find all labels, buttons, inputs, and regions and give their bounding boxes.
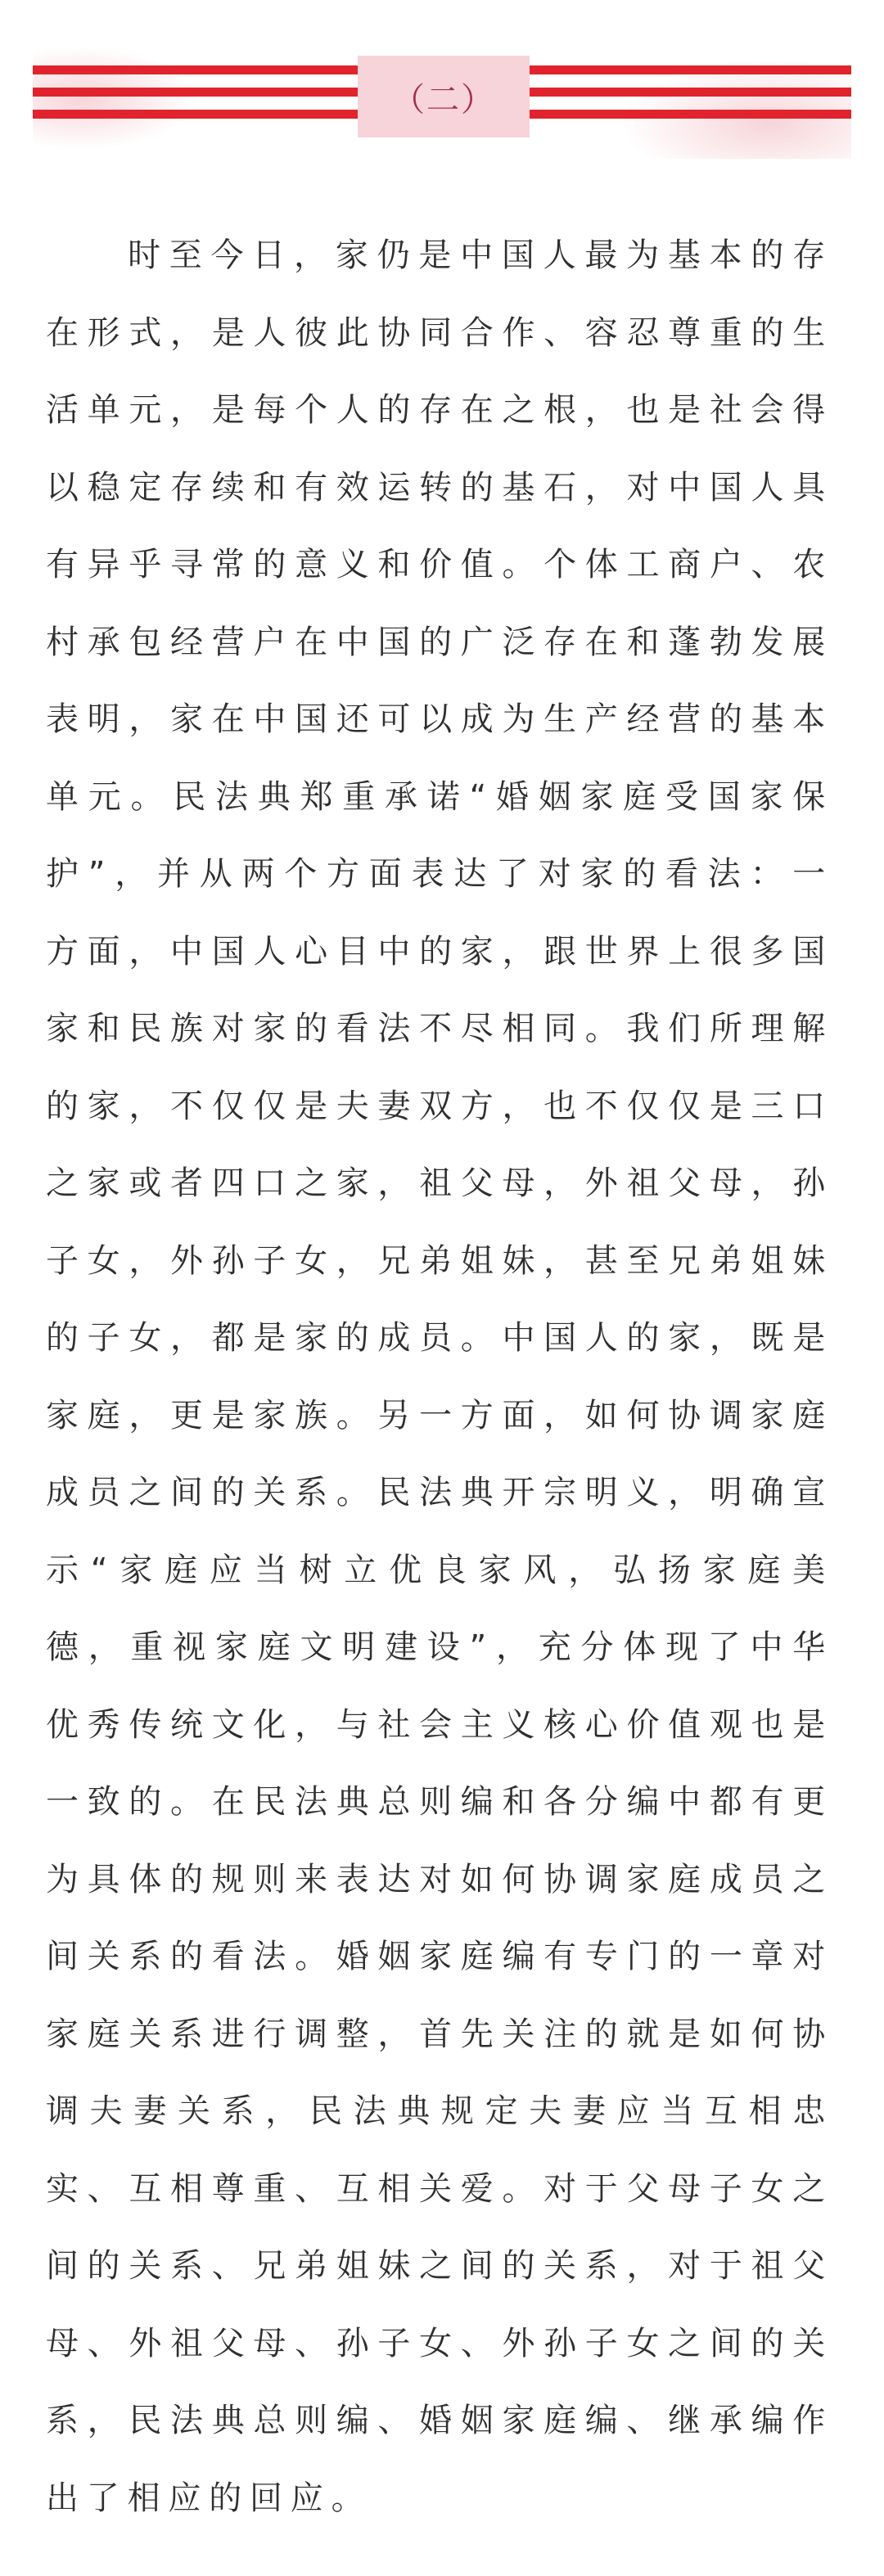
section-label: （二） [392, 80, 495, 119]
article-body [46, 217, 833, 2557]
body-paragraph: 时至今日，家仍是中国人最为基本的存在形式，是人彼此协同合作、容忍尊重的生活单元，是每个人的存在之根，也是社会得以稳定存续和有效运转的基石，对中国人具有异乎寻常的意义和价值。个体工商户、农村承包经营户在中国的广泛存在和蓬勃发展表明，家在中国还可以成为生产经营的基本单元。民法典郑重承诺“婚姻家庭受国家保护”，并从两个方面表达了对家的看法：一方面，中国人心目中的家，跟世界上很多国家和民族对家的看法不尽相同。我们所理解的家，不仅仅是夫妻双方，也不仅仅是三口之家或者四口之家，祖父母，外祖父母，孙子女，外孙子女，兄弟姐妹，甚至兄弟姐妹的子女，都是家的成员。中国人的家，既是家庭，更是家族。另一方面，如何协调家庭成员之间的关系。民法典开宗明义，明确宣示“家庭应当树立优良家风，弘扬家庭美德，重视家庭文明建设”，充分体现了中华优秀传统文化，与社会主义核心价值观也是一致的。在民法典总则编和各分编中都有更为具体的规则来表达对如何协调家庭成员之间关系的看法。婚姻家庭编有专门的一章对家庭关系进行调整，首先关注的就是如何协调夫妻关系，民法典规定夫妻应当互相忠实、互相尊重、互相关爱。对于父母子女之间的关系、兄弟姐妹之间的关系，对于祖父母、外祖父母、孙子女、外孙子女之间的关系，民法典总则编、婚姻家庭编、继承编作出了相应的回应。 [46, 236, 833, 2517]
section-header-banner [33, 49, 851, 159]
section-label-box [358, 56, 530, 137]
